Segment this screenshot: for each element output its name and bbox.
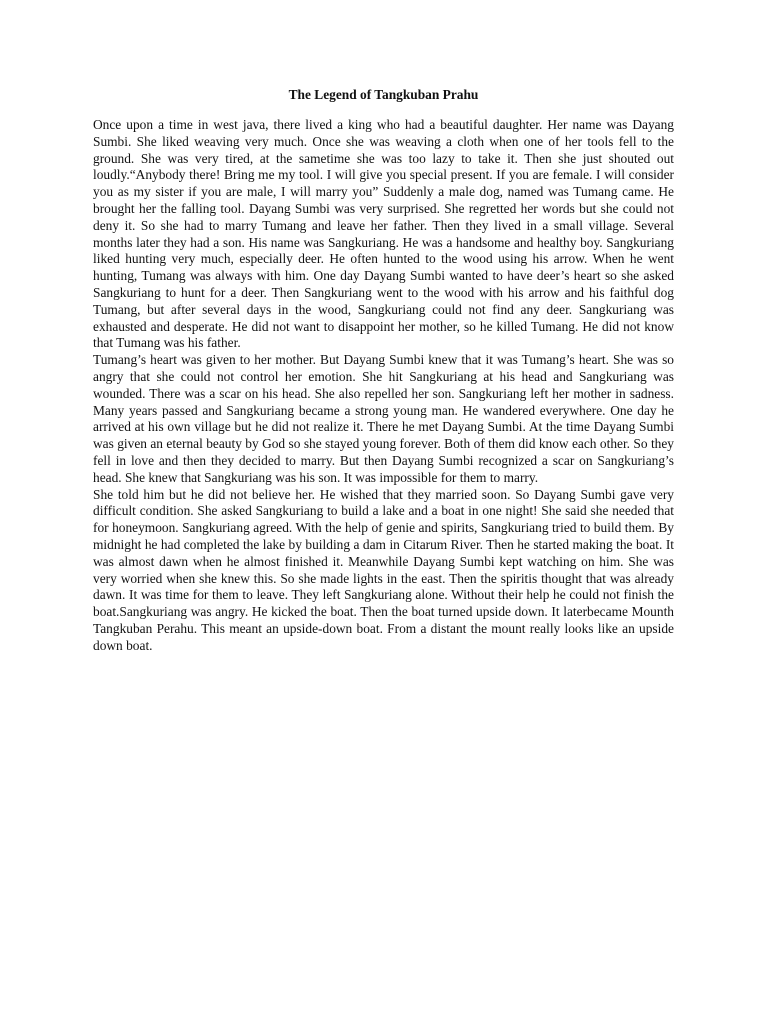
document-body: [93, 86, 674, 655]
paragraph-3: She told him but he did not believe her. He wished that they married soon. So Dayang Sumbi gave very difficult condition. She asked Sangkuriang to build a lake and a boat in one night! She said she needed that for honeymoon. Sangkuriang agreed. With the help of genie and spirits, Sangkuriang tried to build them. By midnight he had completed the lake by building a dam in Citarum River. Then he started making the boat. It was almost dawn when he almost finished it. Meanwhile Dayang Sumbi kept watching on him. She was very worried when she knew this. So she made lights in the east. Then the spiritis thought that was already dawn. It was time for them to leave. They left Sangkuriang alone. Without their help he could not finish the boat.Sangkuriang was angry. He kicked the boat. Then the boat turned upside down. It laterbecame Mounth Tangkuban Perahu. This meant an upside-down boat. From a distant the mount really looks like an upside down boat.: [93, 486, 674, 653]
document-title: The Legend of Tangkuban Prahu: [288, 87, 479, 102]
paragraph-1: Once upon a time in west java, there lived a king who had a beautiful daughter. Her name was Dayang Sumbi. She liked weaving very much. Once she was weaving a cloth when one of her tools fell to the ground. She was very tired, at the sametime she was too lazy to take it. Then she just shouted out loudly.“Anybody there! Bring me my tool. I will give you special present. If you are female. I will consider you as my sister if you are male, I will marry you” Suddenly a male dog, named was Tumang came. He brought her the falling tool. Dayang Sumbi was very surprised. She regretted her words but she could not deny it. So she had to marry Tumang and leave her father. Then they lived in a small village. Several months later they had a son. His name was Sangkuriang. He was a handsome and healthy boy. Sangkuriang liked hunting very much, especially deer. He often hunted to the wood using his arrow. When he went hunting, Tumang was always with him. One day Dayang Sumbi wanted to have deer’s heart so she asked Sangkuriang to hunt for a deer. Then Sangkuriang went to the wood with his arrow and his faithful dog Tumang, but after several days in the wood, Sangkuriang could not find any deer. Sangkuriang was exhausted and desperate. He did not want to disappoint her mother, so he killed Tumang. He did not know that Tumang was his father.: [93, 117, 674, 351]
paragraph-2: Tumang’s heart was given to her mother. But Dayang Sumbi knew that it was Tumang’s heart. She was so angry that she could not control her emotion. She hit Sangkuriang at his head and Sangkuriang was wounded. There was a scar on his head. She also repelled her son. Sangkuriang left her mother in sadness. Many years passed and Sangkuriang became a strong young man. He wandered everywhere. One day he arrived at his own village but he did not realize it. There he met Dayang Sumbi. At the time Dayang Sumbi was given an eternal beauty by God so she stayed young forever. Both of them did know each other. So they fell in love and then they decided to marry. But then Dayang Sumbi recognized a scar on Sangkuriang’s head. She knew that Sangkuriang was his son. It was impossible for them to marry.: [93, 352, 674, 485]
